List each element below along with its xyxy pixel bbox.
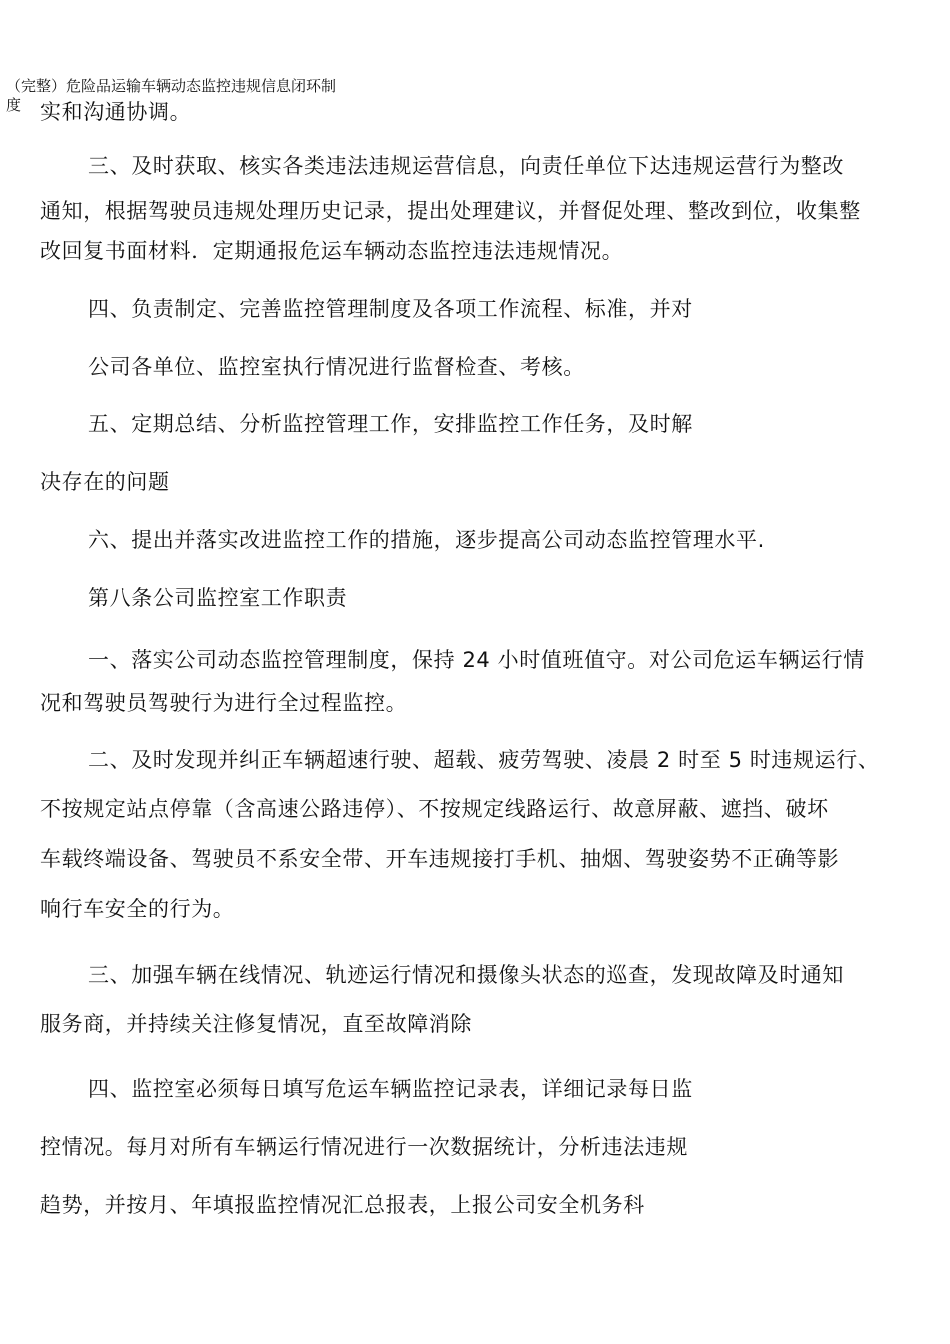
- paragraph-line: 改回复书面材料．定期通报危运车辆动态监控违法违规情况。: [40, 239, 624, 263]
- paragraph-line: 服务商，并持续关注修复情况，直至故障消除: [40, 1012, 472, 1036]
- paragraph-line: 况和驾驶员驾驶行为进行全过程监控。: [40, 691, 408, 715]
- paragraph-line: 二、及时发现并纠正车辆超速行驶、超载、疲劳驾驶、凌晨 2 时至 5 时违规运行、: [88, 748, 880, 772]
- paragraph-line: 车载终端设备、驾驶员不系安全带、开车违规接打手机、抽烟、驾驶姿势不正确等影: [40, 847, 840, 871]
- paragraph-line: 五、定期总结、分析监控管理工作，安排监控工作任务，及时解: [88, 412, 693, 436]
- paragraph-line: 公司各单位、监控室执行情况进行监督检查、考核。: [88, 355, 585, 379]
- section-heading: 第八条公司监控室工作职责: [88, 586, 348, 610]
- paragraph-line: 三、及时获取、核实各类违法违规运营信息，向责任单位下达违规运营行为整改: [88, 154, 844, 178]
- paragraph-line: 四、负责制定、完善监控管理制度及各项工作流程、标准，并对: [88, 297, 693, 321]
- paragraph-line: 控情况。每月对所有车辆运行情况进行一次数据统计，分析违法违规: [40, 1135, 688, 1159]
- paragraph-line: 趋势，并按月、年填报监控情况汇总报表，上报公司安全机务科: [40, 1193, 645, 1217]
- paragraph-line: 三、加强车辆在线情况、轨迹运行情况和摄像头状态的巡查，发现故障及时通知: [88, 963, 844, 987]
- paragraph-line: 响行车安全的行为。: [40, 897, 235, 921]
- paragraph-line: 实和沟通协调。: [40, 100, 192, 124]
- paragraph-line: 通知，根据驾驶员违规处理历史记录，提出处理建议，并督促处理、整改到位，收集整: [40, 199, 861, 223]
- paragraph-line: 不按规定站点停靠（含高速公路违停）、不按规定线路运行、故意屏蔽、遮挡、破坏: [40, 797, 829, 821]
- paragraph-line: 决存在的问题: [40, 470, 170, 494]
- paragraph-line: 六、提出并落实改进监控工作的措施，逐步提高公司动态监控管理水平.: [88, 528, 765, 552]
- paragraph-line: 四、监控室必须每日填写危运车辆监控记录表，详细记录每日监: [88, 1077, 693, 1101]
- document-title-line2: 度: [6, 96, 22, 114]
- paragraph-line: 一、落实公司动态监控管理制度，保持 24 小时值班值守。对公司危运车辆运行情: [88, 648, 865, 672]
- document-title-line1: （完整）危险品运输车辆动态监控违规信息闭环制: [6, 77, 337, 95]
